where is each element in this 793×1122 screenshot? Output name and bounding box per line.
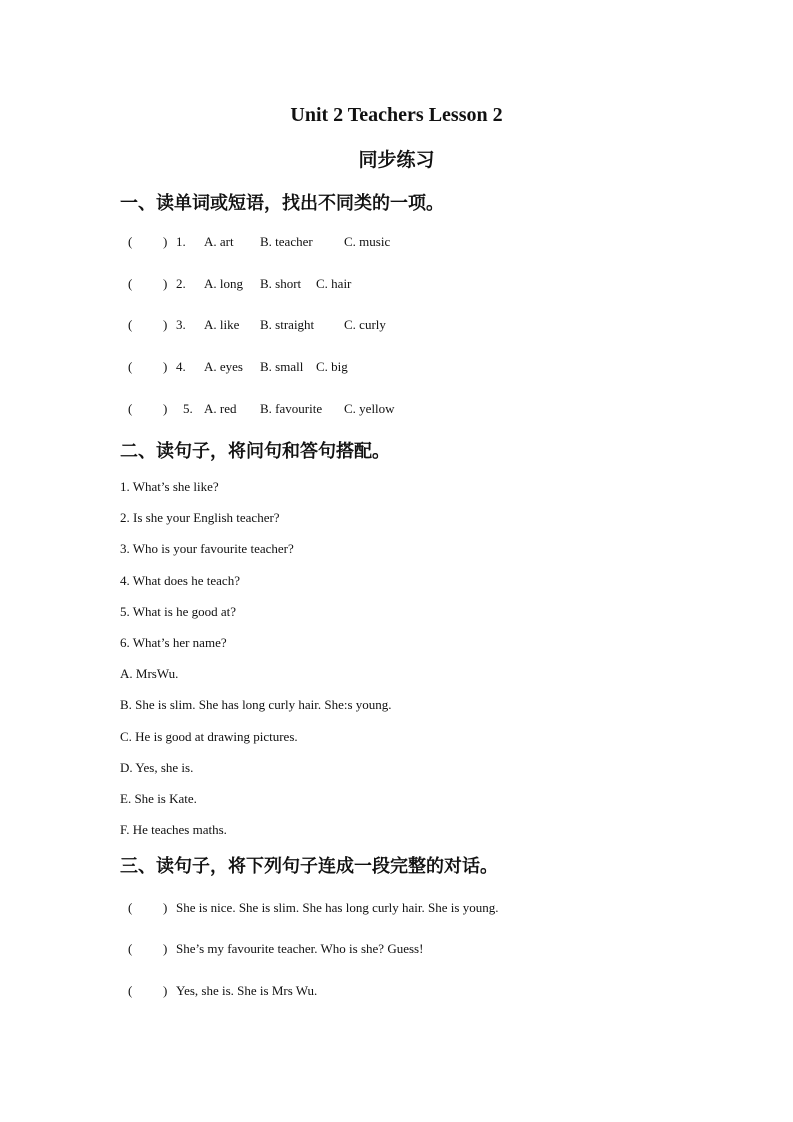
option-c: C. big: [316, 359, 348, 374]
match-line: 3. Who is your favourite teacher?: [120, 541, 294, 556]
answer-bracket-open: (: [128, 900, 133, 915]
option-a: A. like: [204, 317, 240, 332]
option-c: C. hair: [316, 276, 352, 291]
answer-bracket-close: ): [163, 317, 168, 332]
match-line: 1. What’s she like?: [120, 479, 219, 494]
match-line: D. Yes, she is.: [120, 760, 194, 775]
option-a: A. art: [204, 234, 234, 249]
answer-bracket-close: ): [163, 983, 168, 998]
match-line: B. She is slim. She has long curly hair. She:s young.: [120, 697, 392, 712]
answer-bracket-close: ): [163, 276, 168, 291]
question-number: 1.: [176, 234, 186, 249]
match-line: F. He teaches maths.: [120, 822, 227, 837]
question-number: 4.: [176, 359, 186, 374]
option-b: B. favourite: [260, 401, 323, 416]
match-line: 6. What’s her name?: [120, 635, 227, 650]
answer-bracket-open: (: [128, 983, 133, 998]
answer-bracket-open: (: [128, 234, 133, 249]
option-b: B. short: [260, 276, 302, 291]
answer-bracket-open: (: [128, 941, 133, 956]
option-b: B. teacher: [260, 234, 313, 249]
answer-bracket-open: (: [128, 359, 133, 374]
option-b: B. straight: [260, 317, 315, 332]
option-b: B. small: [260, 359, 304, 374]
match-line: 2. Is she your English teacher?: [120, 510, 280, 525]
answer-bracket-close: ): [163, 359, 168, 374]
option-a: A. long: [204, 276, 243, 291]
document-subtitle: 同步练习: [358, 149, 435, 171]
question-number: 2.: [176, 276, 186, 291]
option-c: C. curly: [344, 317, 386, 332]
answer-bracket-open: (: [128, 401, 133, 416]
dialogue-sentence: She is nice. She is slim. She has long curly hair. She is young.: [176, 900, 499, 915]
dialogue-sentence: She’s my favourite teacher. Who is she? Guess!: [176, 941, 424, 956]
question-number: 3.: [176, 317, 186, 332]
section2-heading: 二、读句子，将问句和答句搭配。: [120, 441, 390, 462]
match-line: C. He is good at drawing pictures.: [120, 729, 298, 744]
answer-bracket-close: ): [163, 941, 168, 956]
answer-bracket-open: (: [128, 276, 133, 291]
match-line: 5. What is he good at?: [120, 604, 237, 619]
section3-heading: 三、读句子，将下列句子连成一段完整的对话。: [120, 856, 498, 877]
match-line: 4. What does he teach?: [120, 573, 240, 588]
document-title: Unit 2 Teachers Lesson 2: [290, 104, 503, 126]
option-c: C. yellow: [344, 401, 395, 416]
option-c: C. music: [344, 234, 391, 249]
question-number: 5.: [183, 401, 193, 416]
option-a: A. eyes: [204, 359, 243, 374]
answer-bracket-open: (: [128, 317, 133, 332]
match-line: A. MrsWu.: [120, 666, 179, 681]
match-line: E. She is Kate.: [120, 791, 197, 806]
dialogue-sentence: Yes, she is. She is Mrs Wu.: [176, 983, 318, 998]
section1-heading: 一、读单词或短语，找出不同类的一项。: [120, 193, 444, 214]
answer-bracket-close: ): [163, 401, 168, 416]
answer-bracket-close: ): [163, 234, 168, 249]
option-a: A. red: [204, 401, 237, 416]
answer-bracket-close: ): [163, 900, 168, 915]
